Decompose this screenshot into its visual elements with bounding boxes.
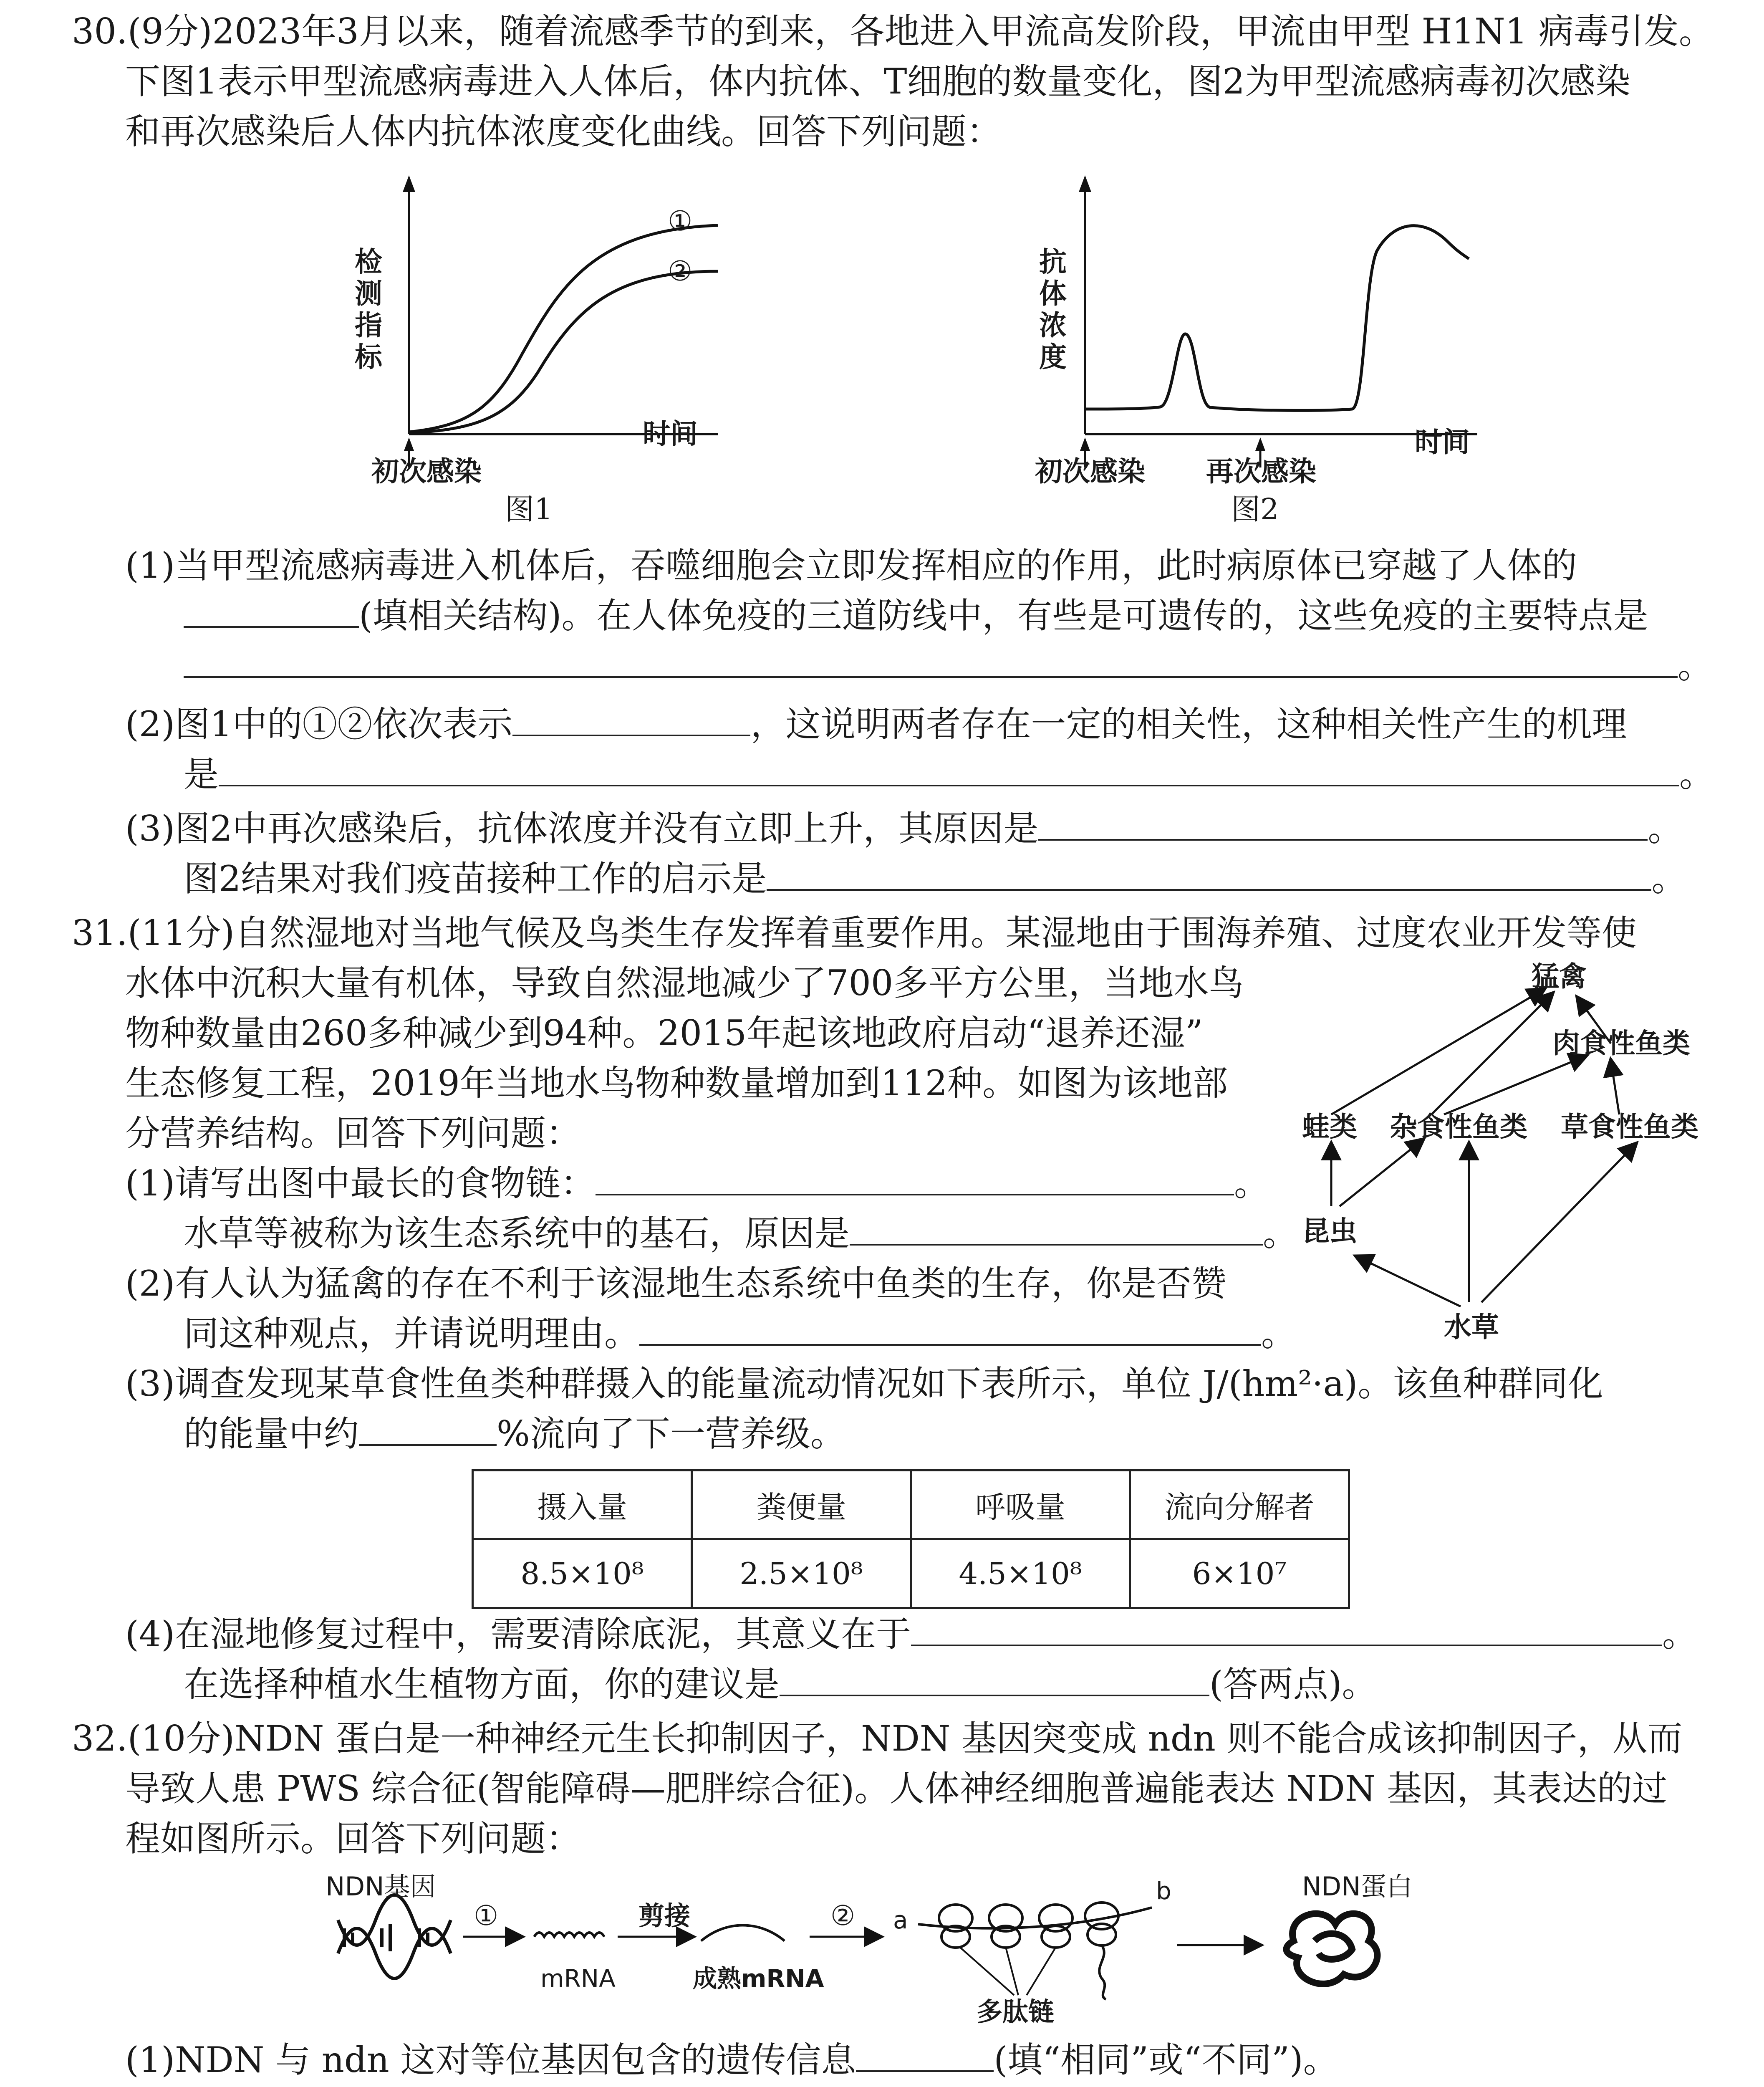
- q32-line-3: 程如图所示。回答下列问题：: [125, 1818, 581, 1859]
- fig1-arrow-label: 初次感染: [371, 455, 482, 488]
- label-ndn-protein: NDN蛋白: [1302, 1871, 1413, 1902]
- node-omnivore-fish: 杂食性鱼类: [1390, 1111, 1527, 1143]
- q30-p3-line-b: 图2结果对我们疫苗接种工作的启示是 。: [184, 856, 1686, 902]
- answer-blank[interactable]: [911, 1611, 1662, 1646]
- fig1-curve1-label: ①: [668, 205, 693, 237]
- fig2-arrow1-label: 初次感染: [1035, 455, 1145, 488]
- q30-p2-line-a: (2)图1中的①②依次表示 ，这说明两者存在一定的相关性，这种相关性产生的机理: [125, 701, 1627, 747]
- q31-p2-line-b: 同这种观点，并请说明理由。 。: [184, 1311, 1296, 1357]
- mature-mrna-strand: [701, 1925, 785, 1941]
- q31-line-3: 物种数量由260多种减少到94种。2015年起该地政府启动“退养还湿”: [125, 1013, 1203, 1054]
- q31-line-5: 分营养结构。回答下列问题：: [125, 1113, 581, 1154]
- node-insect: 昆虫: [1302, 1215, 1357, 1247]
- q31-p3-line-a: (3)调查发现某草食性鱼类种群摄入的能量流动情况如下表所示，单位 J/(hm²·a)。该鱼种群同化: [125, 1363, 1603, 1404]
- node-carnivore-fish: 肉食性鱼类: [1552, 1027, 1690, 1059]
- answer-blank[interactable]: [850, 1210, 1263, 1246]
- fig1-y-label: 检测指标: [355, 246, 382, 373]
- q30-line-1: 30.(9分)2023年3月以来，随着流感季节的到来，各地进入甲流高发阶段，甲流由甲型 H1N1 病毒引发。: [72, 11, 1714, 52]
- ribosome-icon: [939, 1903, 1118, 1999]
- answer-blank[interactable]: [1038, 806, 1648, 841]
- label-mature-mrna: 成熟mRNA: [693, 1964, 824, 1993]
- table-header-cell: 粪便量: [692, 1471, 911, 1539]
- node-raptor: 猛禽: [1532, 960, 1587, 993]
- label-mrna: mRNA: [540, 1964, 616, 1993]
- table-header-cell: 摄入量: [473, 1471, 692, 1539]
- answer-blank[interactable]: [359, 1411, 497, 1446]
- table-cell: 4.5×10⁸: [911, 1539, 1130, 1608]
- node-frog: 蛙类: [1302, 1111, 1357, 1143]
- label-a: a: [893, 1906, 908, 1934]
- q31-p3-line-b: 的能量中约 %流向了下一营养级。: [184, 1411, 845, 1457]
- q31-p2-line-a: (2)有人认为猛禽的存在不利于该湿地生态系统中鱼类的生存，你是否赞: [125, 1263, 1226, 1304]
- fig1-curve2-label: ②: [668, 255, 693, 287]
- fig2-y-label: 抗体浓度: [1039, 246, 1067, 373]
- q31-line-1: 31.(11分)自然湿地对当地气候及鸟类生存发挥着重要作用。某湿地由于围海养殖、过度农业开发等使: [72, 912, 1637, 953]
- answer-blank[interactable]: [639, 1311, 1261, 1346]
- label-step-2: ②: [830, 1900, 856, 1932]
- q32-line-2: 导致人患 PWS 综合征(智能障碍—肥胖综合征)。人体神经细胞普遍能表达 NDN 基因，其表达的过: [125, 1768, 1668, 1809]
- q31-p1-line-b: 水草等被称为该生态系统中的基石，原因是 。: [184, 1210, 1298, 1256]
- q30-p2-line-b: 是 。: [184, 751, 1714, 797]
- energy-flow-table: [472, 1469, 1350, 1609]
- answer-blank[interactable]: [856, 2037, 994, 2072]
- q30-p1-line-a: (1)当甲型流感病毒进入机体后，吞噬细胞会立即发挥相应的作用，此时病原体已穿越了人体的: [125, 545, 1577, 586]
- q30-line-2: 下图1表示甲型流感病毒进入人体后，体内抗体、T细胞的数量变化，图2为甲型流感病毒初次感染: [125, 61, 1630, 102]
- fig2-x-label: 时间: [1415, 426, 1470, 458]
- answer-blank[interactable]: [184, 593, 359, 628]
- table-cell: 2.5×10⁸: [692, 1539, 911, 1608]
- q31-line-2: 水体中沉积大量有机体，导致自然湿地减少了700多平方公里，当地水鸟: [125, 963, 1244, 1003]
- q31-p4-line-b: 在选择种植水生植物方面，你的建议是 (答两点)。: [184, 1661, 1377, 1707]
- table-cell: 8.5×10⁸: [473, 1539, 692, 1608]
- answer-blank[interactable]: [780, 1661, 1209, 1696]
- figure-1: [342, 175, 743, 493]
- node-herbivore-fish: 草食性鱼类: [1561, 1111, 1698, 1143]
- label-polypeptide: 多肽链: [977, 1996, 1055, 2027]
- table-header-cell: 呼吸量: [911, 1471, 1130, 1539]
- answer-blank[interactable]: [512, 701, 750, 736]
- label-splice: 剪接: [638, 1900, 691, 1931]
- q30-line-3: 和再次感染后人体内抗体浓度变化曲线。回答下列问题：: [125, 111, 1002, 152]
- table-header-cell: 流向分解者: [1130, 1471, 1349, 1539]
- curve-2: [409, 271, 718, 433]
- answer-blank[interactable]: [596, 1160, 1234, 1195]
- q32-line-1: 32.(10分)NDN 蛋白是一种神经元生长抑制因子，NDN 基因突变成 ndn 则不能合成该抑制因子，从而: [72, 1718, 1683, 1759]
- table-row: [473, 1539, 1349, 1608]
- food-web-diagram: [1294, 960, 1711, 1357]
- node-aquatic-plant: 水草: [1444, 1311, 1499, 1343]
- q31-line-4: 生态修复工程，2019年当地水鸟物种数量增加到112种。如图为该地部: [125, 1063, 1228, 1104]
- answer-blank[interactable]: [767, 856, 1651, 891]
- label-ndn-gene: NDN基因: [326, 1871, 436, 1902]
- fig2-caption: 图2: [1231, 492, 1279, 526]
- mrna-strand: [534, 1933, 604, 1937]
- table-cell: 6×10⁷: [1130, 1539, 1349, 1608]
- table-header-row: [473, 1471, 1349, 1539]
- answer-blank[interactable]: [219, 751, 1679, 786]
- fig2-arrow2-label: 再次感染: [1206, 455, 1316, 488]
- figure-2: [1035, 175, 1494, 493]
- q30-p1-line-b: (填相关结构)。在人体免疫的三道防线中，有些是可遗传的，这些免疫的主要特点是: [184, 593, 1648, 639]
- label-step-1: ①: [474, 1900, 499, 1932]
- dna-helix-icon: [338, 1895, 451, 1978]
- antibody-curve: [1085, 226, 1469, 411]
- ndn-protein-icon: [1287, 1914, 1378, 1984]
- q31-p1-line-a: (1)请写出图中最长的食物链： 。: [125, 1160, 1269, 1206]
- q30-p1-line-c: 。: [184, 643, 1713, 689]
- label-b: b: [1156, 1877, 1171, 1905]
- fig1-x-label: 时间: [643, 418, 698, 450]
- answer-blank[interactable]: [184, 643, 1678, 678]
- q30-p3-line-a: (3)图2中再次感染后，抗体浓度并没有立即上升，其原因是 。: [125, 806, 1683, 851]
- q31-p4-line-a: (4)在湿地修复过程中，需要清除底泥，其意义在于 。: [125, 1611, 1697, 1657]
- q32-p1-line: (1)NDN 与 ndn 这对等位基因包含的遗传信息 (填“相同”或“不同”)。: [125, 2037, 1338, 2083]
- gene-expression-diagram: [326, 1870, 1452, 2037]
- fig1-caption: 图1: [505, 492, 553, 526]
